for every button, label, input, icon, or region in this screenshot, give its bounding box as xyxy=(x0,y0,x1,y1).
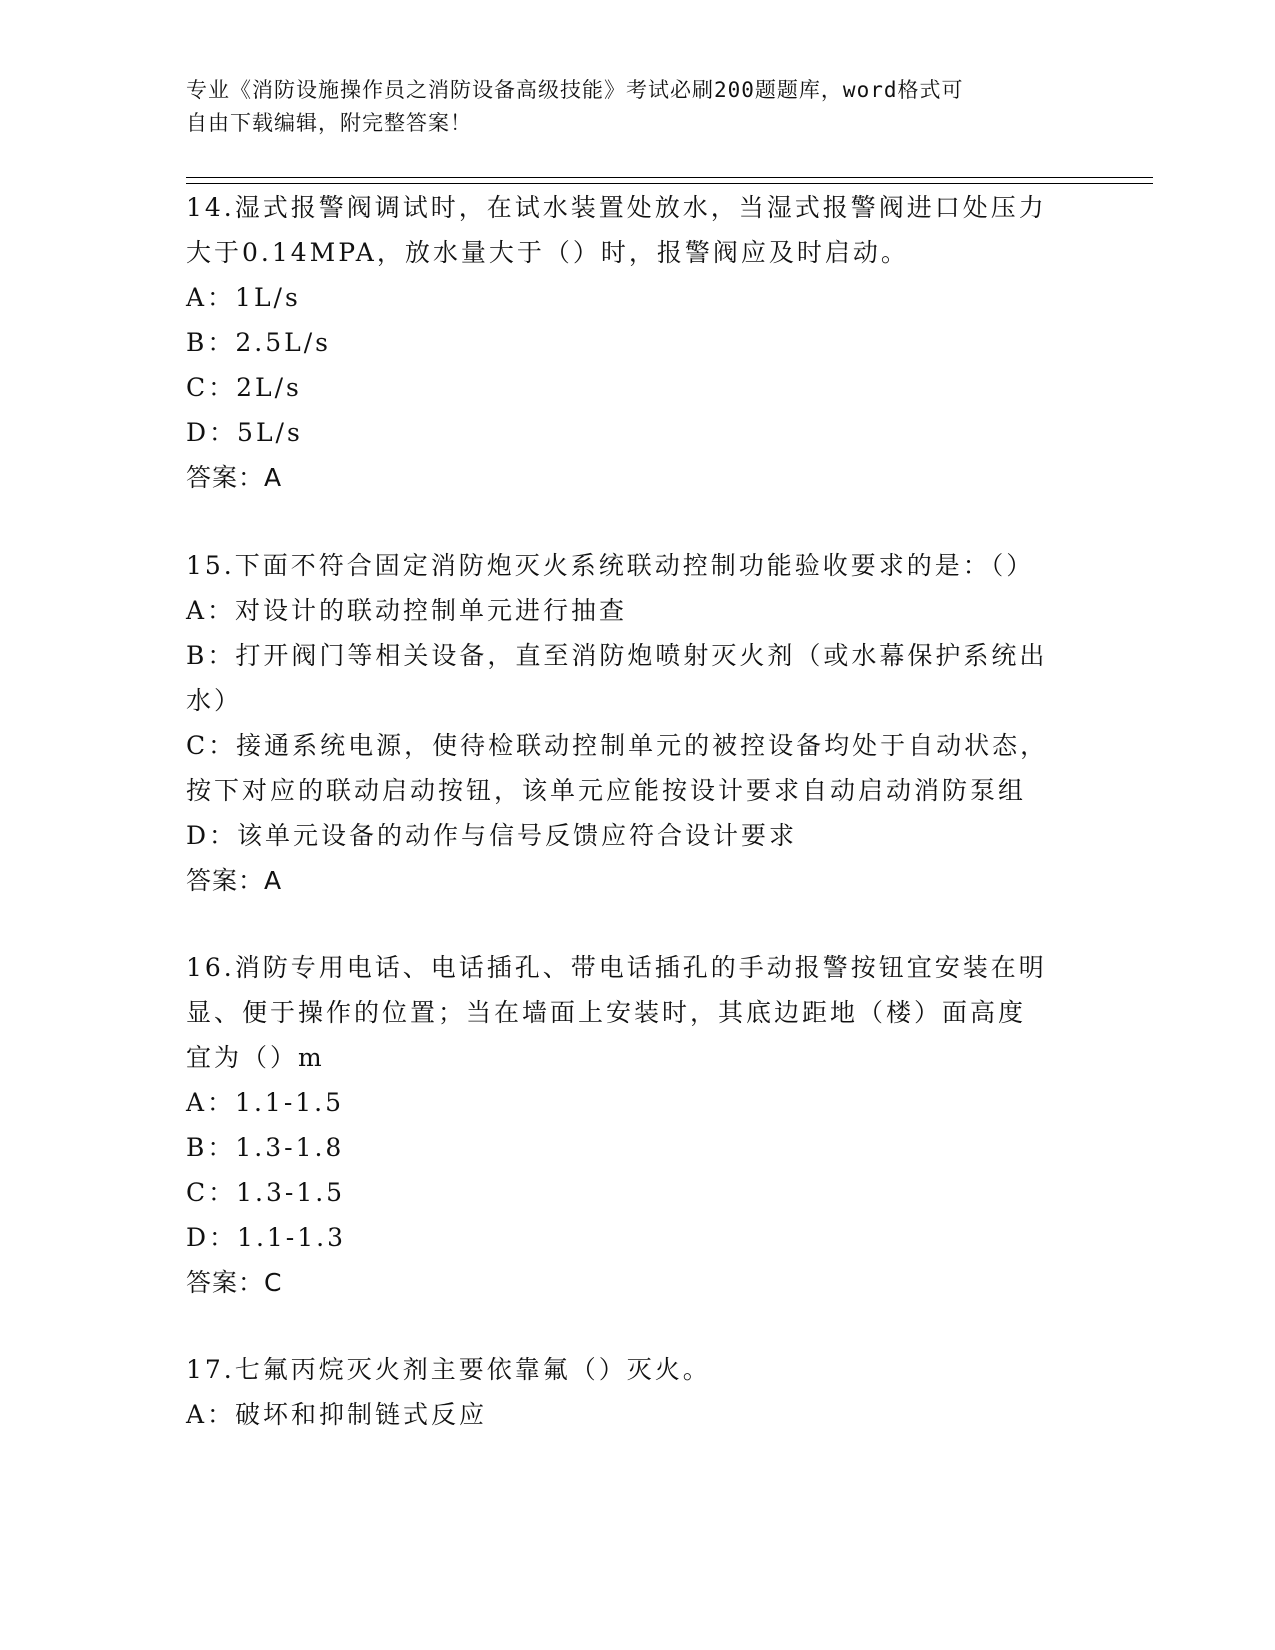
question-15 xyxy=(186,543,1086,904)
option-c: C：1.3-1.5 xyxy=(186,1178,346,1207)
answer: 答案：C xyxy=(186,1268,283,1297)
header-line-1: 专业《消防设施操作员之消防设备高级技能》考试必刷200题题库，word格式可 xyxy=(186,78,964,102)
question-stem-line: 17.七氟丙烷灭火剂主要依靠氟（）灭火。 xyxy=(186,1355,711,1384)
question-stem-line: 14.湿式报警阀调试时，在试水装置处放水，当湿式报警阀进口处压力 xyxy=(186,193,1047,222)
answer: 答案：A xyxy=(186,463,283,492)
header-divider-bottom xyxy=(186,183,1153,184)
question-stem-line: 16.消防专用电话、电话插孔、带电话插孔的手动报警按钮宜安装在明 xyxy=(186,953,1047,982)
option-c: C：2L/s xyxy=(186,373,302,402)
option-c-continued: 按下对应的联动启动按钮，该单元应能按设计要求自动启动消防泵组 xyxy=(186,776,1027,805)
option-b: B：2.5L/s xyxy=(186,328,331,357)
question-stem-line: 大于0.14MPA，放水量大于（）时，报警阀应及时启动。 xyxy=(186,238,909,267)
option-a: A：破坏和抑制链式反应 xyxy=(186,1400,488,1429)
option-d: D：该单元设备的动作与信号反馈应符合设计要求 xyxy=(186,821,798,850)
option-a: A：1.1-1.5 xyxy=(186,1088,345,1117)
question-17 xyxy=(186,1347,1086,1437)
question-stem-line: 15.下面不符合固定消防炮灭火系统联动控制功能验收要求的是：（） xyxy=(186,551,1035,580)
document-header xyxy=(186,74,1086,140)
option-b-continued: 水） xyxy=(186,686,243,715)
question-stem-line: 显、便于操作的位置；当在墙面上安装时，其底边距地（楼）面高度 xyxy=(186,998,1027,1027)
option-d: D：1.1-1.3 xyxy=(186,1223,347,1252)
header-line-2: 自由下载编辑，附完整答案！ xyxy=(186,111,472,135)
option-d: D：5L/s xyxy=(186,418,303,447)
option-a: A：对设计的联动控制单元进行抽查 xyxy=(186,596,628,625)
option-b: B：1.3-1.8 xyxy=(186,1133,345,1162)
question-14 xyxy=(186,185,1086,501)
option-c: C：接通系统电源，使待检联动控制单元的被控设备均处于自动状态， xyxy=(186,731,1049,760)
option-b: B：打开阀门等相关设备，直至消防炮喷射灭火剂（或水幕保护系统出 xyxy=(186,641,1048,670)
option-a: A：1L/s xyxy=(186,283,301,312)
question-16 xyxy=(186,945,1086,1306)
question-stem-line: 宜为（）m xyxy=(186,1043,325,1072)
answer: 答案：A xyxy=(186,866,283,895)
header-divider-top xyxy=(186,177,1153,178)
